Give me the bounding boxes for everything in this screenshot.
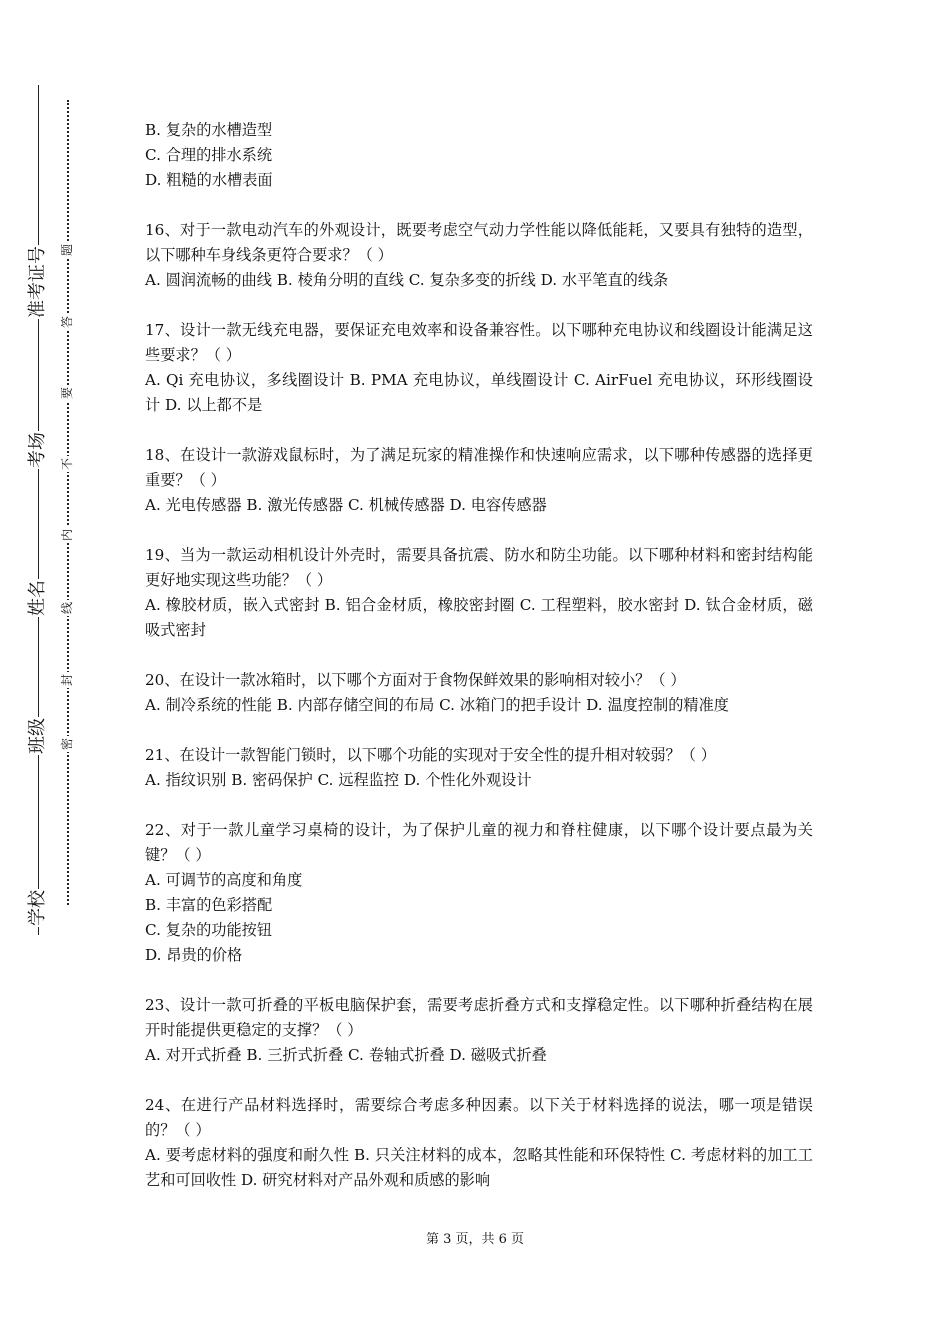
exam-content <box>145 118 813 1193</box>
option-line: C. 复杂的功能按钮 <box>145 921 273 939</box>
option-line: B. 复杂的水槽造型 <box>145 121 273 139</box>
question-19 <box>145 543 813 643</box>
question-stem: 20、在设计一款冰箱时，以下哪个方面对于食物保鲜效果的影响相对较小？（ ） <box>145 671 686 689</box>
question-stem: 18、在设计一款游戏鼠标时，为了满足玩家的精准操作和快速响应需求，以下哪种传感器的选择更重要？（ ） <box>145 446 813 489</box>
question-17 <box>145 318 813 418</box>
question-stem: 21、在设计一款智能门锁时，以下哪个功能的实现对于安全性的提升相对较弱？（ ） <box>145 746 716 764</box>
question-20 <box>145 668 813 718</box>
question-options: A. 对开式折叠 B. 三折式折叠 C. 卷轴式折叠 D. 磁吸式折叠 <box>145 1046 547 1064</box>
question-stem: 23、设计一款可折叠的平板电脑保护套，需要考虑折叠方式和支撑稳定性。以下哪种折叠结构在展开时能提供更稳定的支撑？（ ） <box>145 996 813 1039</box>
question-options: A. 光电传感器 B. 激光传感器 C. 机械传感器 D. 电容传感器 <box>145 496 547 514</box>
question-stem: 17、设计一款无线充电器，要保证充电效率和设备兼容性。以下哪种充电协议和线圈设计能满足这些要求？（ ） <box>145 321 813 364</box>
binding-dotted-line <box>67 100 69 905</box>
binding-solid-line <box>38 85 39 935</box>
page-footer: 第 3 页，共 6 页 <box>425 1232 525 1247</box>
option-line: A. 可调节的高度和角度 <box>145 871 303 889</box>
question-stem: 16、对于一款电动汽车的外观设计，既要考虑空气动力学性能以降低能耗，又要具有独特的造型，以下哪种车身线条更符合要求？（ ） <box>145 221 813 264</box>
option-line: B. 丰富的色彩搭配 <box>145 896 273 914</box>
question-18 <box>145 443 813 518</box>
question-24 <box>145 1093 813 1193</box>
question-options: A. 制冷系统的性能 B. 内部存储空间的布局 C. 冰箱门的把手设计 D. 温度控制的精准度 <box>145 696 729 714</box>
prev-question-options <box>145 118 813 193</box>
question-options: A. 圆润流畅的曲线 B. 棱角分明的直线 C. 复杂多变的折线 D. 水平笔直的线条 <box>145 271 669 289</box>
question-21 <box>145 743 813 793</box>
option-line: D. 粗糙的水槽表面 <box>145 171 273 189</box>
question-stem: 24、在进行产品材料选择时，需要综合考虑多种因素。以下关于材料选择的说法，哪一项是错误的？（ ） <box>145 1096 813 1139</box>
option-line: D. 昂贵的价格 <box>145 946 243 964</box>
question-23 <box>145 993 813 1068</box>
question-options: A. 要考虑材料的强度和耐久性 B. 只关注材料的成本，忽略其性能和环保特性 C. 考虑材料的加工工艺和可回收性 D. 研究材料对产品外观和质感的影响 <box>145 1146 813 1189</box>
question-options: A. Qi 充电协议，多线圈设计 B. PMA 充电协议，单线圈设计 C. AirFuel 充电协议，环形线圈设计 D. 以上都不是 <box>145 371 813 414</box>
question-options: A. 橡胶材质，嵌入式密封 B. 铝合金材质，橡胶密封圈 C. 工程塑料，胶水密封 D. 钛合金材质，磁吸式密封 <box>145 596 813 639</box>
question-options: A. 指纹识别 B. 密码保护 C. 远程监控 D. 个性化外观设计 <box>145 771 532 789</box>
question-stem: 19、当为一款运动相机设计外壳时，需要具备抗震、防水和防尘功能。以下哪种材料和密封结构能更好地实现这些功能？（ ） <box>145 546 813 589</box>
question-22 <box>145 818 813 968</box>
question-16 <box>145 218 813 293</box>
option-line: C. 合理的排水系统 <box>145 146 273 164</box>
question-stem: 22、对于一款儿童学习桌椅的设计，为了保护儿童的视力和脊柱健康，以下哪个设计要点最为关键？（ ） <box>145 821 813 864</box>
